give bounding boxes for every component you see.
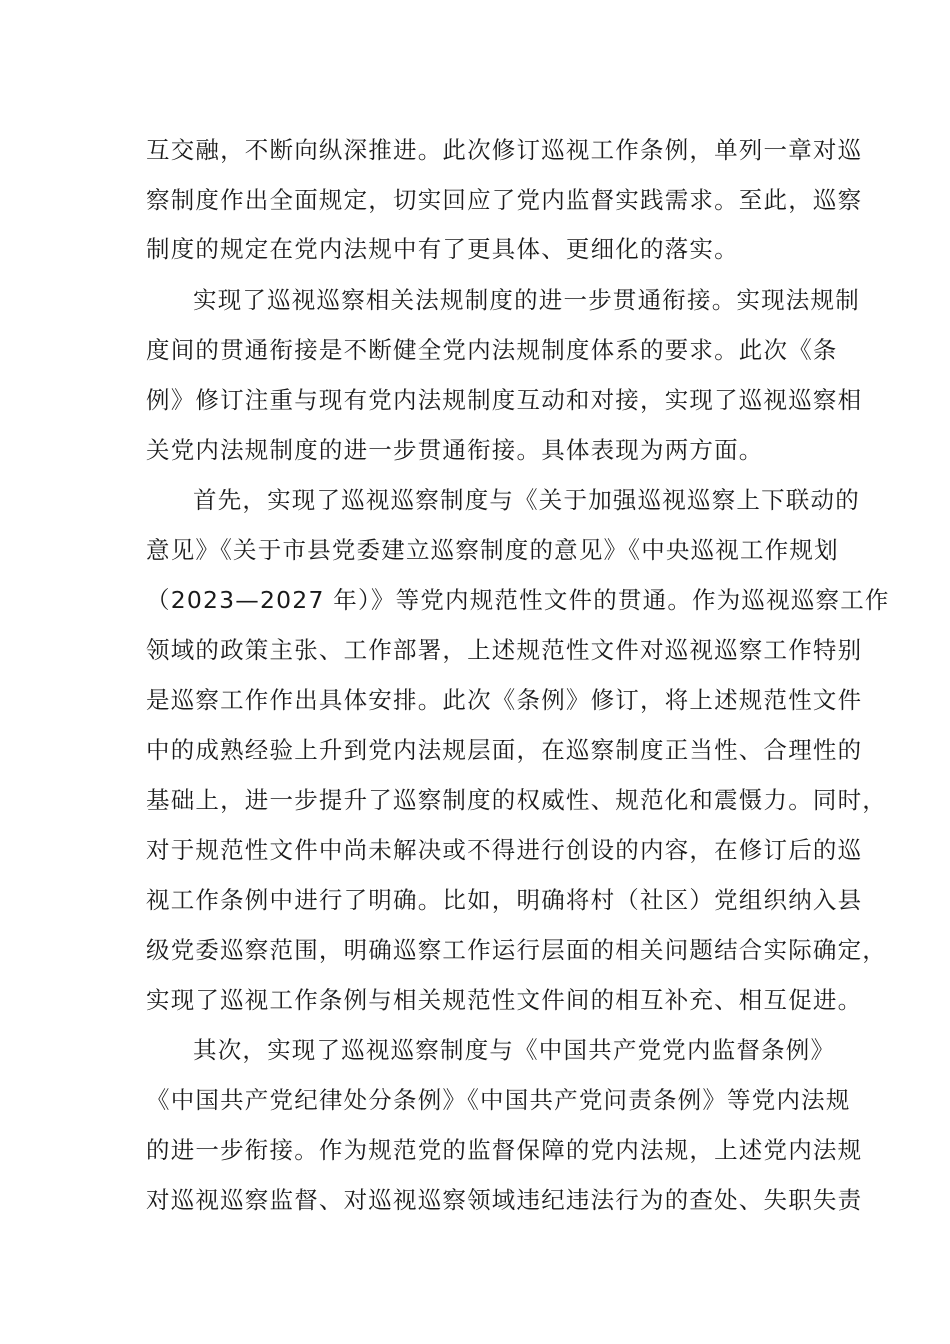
text-line: 领域的政策主张、工作部署，上述规范性文件对巡视巡察工作特别 — [146, 636, 863, 664]
text-line: 制度的规定在党内法规中有了更具体、更细化的落实。 — [146, 235, 739, 263]
text-line: 《中国共产党纪律处分条例》《中国共产党问责条例》等党内法规 — [146, 1086, 851, 1114]
paragraph-first-line: 首先，实现了巡视巡察制度与《关于加强巡视巡察上下联动的 — [193, 486, 860, 514]
text-line: 度间的贯通衔接是不断健全党内法规制度体系的要求。此次《条 — [146, 336, 838, 364]
text-line: 关党内法规制度的进一步贯通衔接。具体表现为两方面。 — [146, 436, 764, 464]
paragraph-first-line: 实现了巡视巡察相关法规制度的进一步贯通衔接。实现法规制 — [193, 286, 860, 314]
paragraph-first-line: 其次，实现了巡视巡察制度与《中国共产党党内监督条例》 — [193, 1036, 836, 1064]
text-line: （2023—2027 年）》等党内规范性文件的贯通。作为巡视巡察工作 — [146, 586, 890, 614]
text-line: 互交融，不断向纵深推进。此次修订巡视工作条例，单列一章对巡 — [146, 136, 863, 164]
text-line: 例》修订注重与现有党内法规制度互动和对接，实现了巡视巡察相 — [146, 386, 863, 414]
text-line: 察制度作出全面规定，切实回应了党内监督实践需求。至此，巡察 — [146, 186, 863, 214]
text-line: 对巡视巡察监督、对巡视巡察领域违纪违法行为的查处、失职失责 — [146, 1186, 863, 1214]
text-line: 意见》《关于市县党委建立巡察制度的意见》《中央巡视工作规划 — [146, 536, 839, 564]
text-line: 视工作条例中进行了明确。比如，明确将村（社区）党组织纳入县 — [146, 886, 863, 914]
text-line: 中的成熟经验上升到党内法规层面，在巡察制度正当性、合理性的 — [146, 736, 863, 764]
text-line: 是巡察工作作出具体安排。此次《条例》修订，将上述规范性文件 — [146, 686, 863, 714]
text-line: 基础上，进一步提升了巡察制度的权威性、规范化和震慑力。同时， — [146, 786, 887, 814]
text-line: 级党委巡察范围，明确巡察工作运行层面的相关问题结合实际确定， — [146, 936, 887, 964]
text-line: 实现了巡视工作条例与相关规范性文件间的相互补充、相互促进。 — [146, 986, 863, 1014]
text-line: 的进一步衔接。作为规范党的监督保障的党内法规，上述党内法规 — [146, 1136, 863, 1164]
text-line: 对于规范性文件中尚未解决或不得进行创设的内容，在修订后的巡 — [146, 836, 863, 864]
